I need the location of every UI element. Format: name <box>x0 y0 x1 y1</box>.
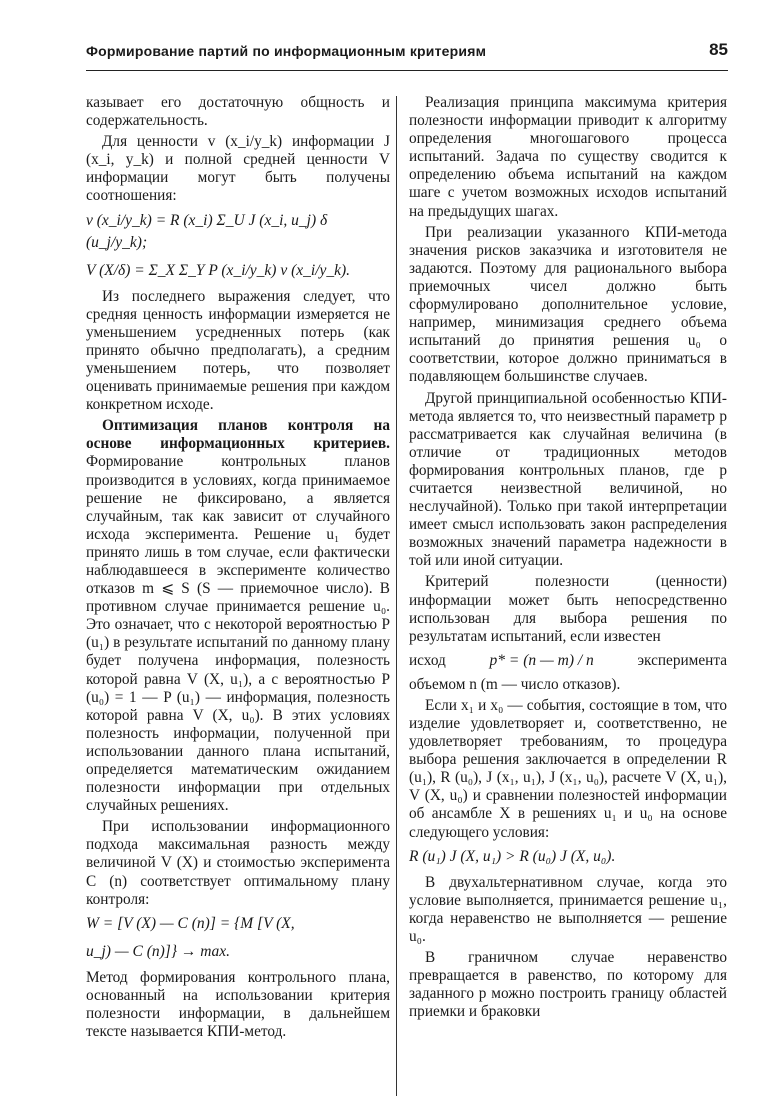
paragraph: В двухальтернативном случае, когда это условие выполняется, принимается решение u₁, когда неравенство не выполняется — решение u₀. <box>409 873 727 945</box>
page-number: 85 <box>709 40 728 59</box>
paragraph: Реализация принципа максимума критерия полезности информации приводит к алгоритму определения многошагового процесса испытаний. Задача по существу сводится к определению объема испытаний на каждом шаге с учетом возможных исходов испытаний на предыдущих шагах. <box>409 94 727 220</box>
right-column <box>409 94 727 1024</box>
paragraph: Из последнего выражения следует, что средняя ценность информации измеряется не уменьшением усредненных потерь (как принято обычно предполагать), а средним уменьшением потерь, что позволяет оценивать принимаемые решения при каждом конкретном исходе. <box>86 287 390 414</box>
paragraph: При использовании информационного подхода максимальная разность между величиной V (X) и стоимостью эксперимента C (n) соответствует оптимальному плану контроля: <box>86 818 390 908</box>
formula-left-word: исход <box>409 651 446 669</box>
formula-estimate: p* = (n — m) / n <box>489 651 594 669</box>
page-header <box>86 40 728 71</box>
paragraph: объемом n (m — число отказов). <box>409 675 621 693</box>
formula-condition: R (u₁) J (X, u₁) > R (u₀) J (X, u₀). <box>409 847 616 865</box>
paragraph: Критерий полезности (ценности) информации может быть непосредственно использован для выбора решения по результатам испытаний, если известен <box>409 573 727 645</box>
paragraph: Если x₁ и x₀ — события, состоящие в том, что изделие удовлетворяет и, соответственно, не удовлетворяет требованиям, то процедура выбора решения заключается в определении R (u₁), R (u₀), J (x₁, u₁), J (x₁, u₀), расчете V (X, u₁), V (X, u₀) и сравнении полезностей информации об ансамбле X в решениях u₁ и u₀ на основе следующего условия: <box>409 696 727 841</box>
formula-criterion-line2: u_j) — C (n)]} → max. <box>86 942 230 960</box>
paragraph: В граничном случае неравенство превращается в равенство, по которому для заданного p можно построить границу областей приемки и браковки <box>409 949 727 1021</box>
formula-mean-value: V (X/δ) = Σ_X Σ_Y P (x_i/y_k) v (x_i/y_k). <box>86 261 351 279</box>
paragraph: Для ценности v (x_i/y_k) информации J (x_i, y_k) и полной средней ценности V информации могут быть получены соотношения: <box>86 133 390 205</box>
paragraph: Метод формирования контрольного плана, основанный на использовании критерия полезности информации, в дальнейшем тексте называется КПИ-метод. <box>86 968 390 1041</box>
formula-value: v (x_i/y_k) = R (x_i) Σ_U J (x_i, u_j) δ (u_j/y_k); <box>86 211 328 251</box>
left-column <box>86 94 390 1044</box>
paragraph: казывает его достаточную общность и содержательность. <box>86 94 390 130</box>
column-divider <box>396 96 397 1096</box>
paragraph <box>86 417 390 815</box>
formula-criterion-line1: W = [V (X) — C (n)] = {M [V (X, <box>86 914 295 932</box>
formula-estimate-row <box>409 650 727 672</box>
running-title: Формирование партий по информационным критериям <box>86 43 487 59</box>
section-heading: Оптимизация планов контроля на основе информационных критериев. <box>86 417 390 453</box>
formula-right-word: эксперимента <box>637 651 727 669</box>
paragraph: При реализации указанного КПИ-метода значения рисков заказчика и изготовителя не задаются. Поэтому для рационального выбора приемочных чисел должно быть сформулировано дополнительное условие, например, минимизация среднего объема испытаний до принятия решения u₀ о соответствии, которое должно приниматься в подавляющем большинстве случаев. <box>409 223 727 386</box>
paragraph-text: Формирование контрольных планов производится в условиях, когда принимаемое решение не фиксировано, а является случайным, так как зависит от случайного исхода эксперимента. Решение u₁ будет принято лишь в том случае, если фактически наблюдавшееся в эксперименте количество отказов m ⩽ S (S — приемочное число). В противном случае принимается решение u₀. Это означает, что с некоторой вероятностью P (u₁) в результате испытаний по данному плану будет получена информация, полезность которой равна V (X, u₁), а с вероятностью P (u₀) = 1 — P (u₁) — информация, полезность которой равна V (X, u₀). В этих условиях полезность информации, полученной при использовании данного плана испытаний, определяется математическим ожиданием полезности информации при отдельных случайных решениях. <box>86 453 390 815</box>
paragraph: Другой принципиальной особенностью КПИ-метода является то, что неизвестный параметр p рассматривается как случайная величина (в отличие от традиционных методов формирования контрольных планов, где p считается неизвестной величиной, но неслучайной). Только при такой интерпретации имеет смысл использовать закон распределения возможных значений параметра надежности в той или иной ситуации. <box>409 389 727 570</box>
